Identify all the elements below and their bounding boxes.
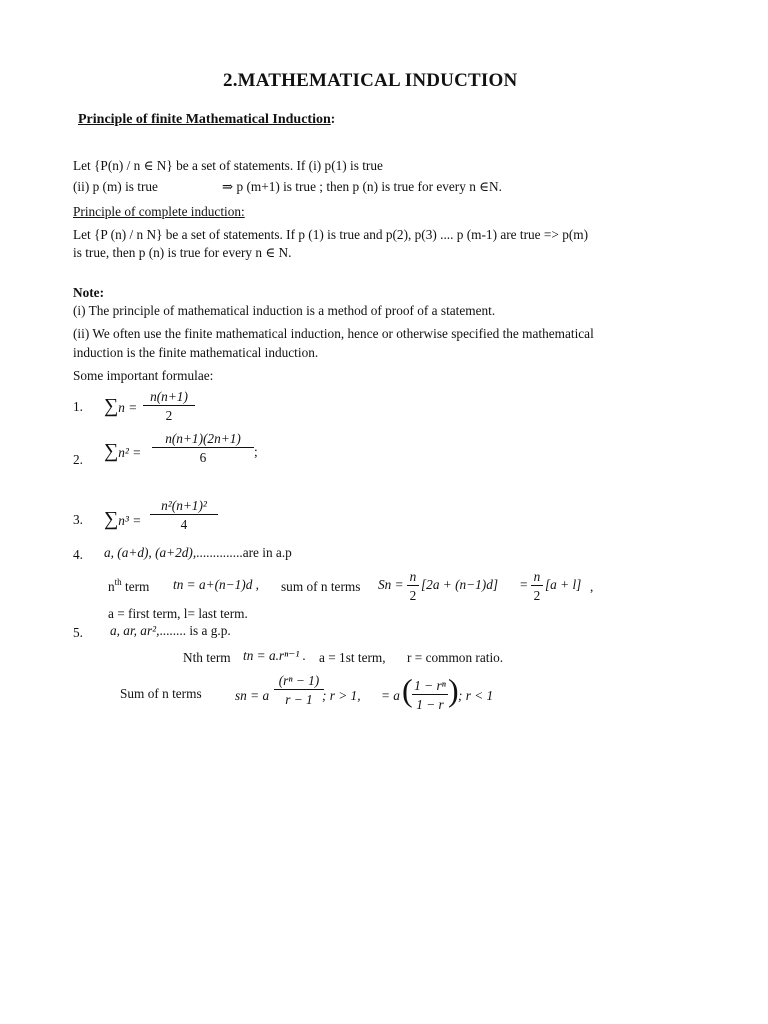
formula-1-denominator: 2	[165, 408, 173, 424]
fraction-denominator: 2	[533, 588, 541, 604]
sigma-symbol: ∑	[104, 395, 119, 417]
note-heading: Note:	[73, 285, 105, 300]
formula-4-sn-bracket-2: [a + l]	[545, 577, 582, 592]
formula-1-number: 1.	[73, 399, 83, 414]
formula-4-sequence-line	[104, 546, 292, 559]
formula-5-sn1-lhs: sn = a	[235, 688, 270, 703]
formula-4-number: 4.	[73, 547, 83, 562]
formula-5-sum-label: Sum of n terms	[120, 686, 202, 701]
page-title: 2.MATHEMATICAL INDUCTION	[223, 70, 518, 91]
fraction-bar	[531, 585, 543, 586]
formula-3-fraction	[150, 499, 218, 532]
fraction-numerator: n	[409, 569, 417, 584]
formula-5-common-ratio: r = common ratio.	[407, 650, 504, 665]
formula-4-sn-equals: =	[520, 577, 528, 592]
formula-5-first-term: a = 1st term,	[319, 650, 386, 665]
finite-line-2a: (ii) p (m) is true	[73, 179, 158, 194]
formula-4-terms: a = first term, l= last term.	[108, 606, 248, 621]
formula-5-sn1-fraction	[274, 674, 324, 707]
formula-5-sn2-lhs: = a	[381, 688, 400, 703]
formula-1-numerator: n(n+1)	[150, 389, 188, 404]
note-item-1: (i) The principle of mathematical induction is a method of proof of a statement.	[73, 303, 496, 318]
formula-5-tn: tn = a.rⁿ⁻¹ .	[243, 648, 306, 663]
formula-3-number: 3.	[73, 512, 83, 527]
formula-3-lhs	[104, 509, 141, 529]
section-heading-text: Principle of finite Mathematical Induction	[78, 112, 331, 127]
formula-3-numerator: n²(n+1)²	[161, 498, 207, 513]
fraction-bar	[274, 689, 324, 690]
formula-5-sequence-line	[110, 624, 231, 637]
formula-2-numerator: n(n+1)(2n+1)	[165, 431, 241, 446]
complete-line-2: is true, then p (n) is true for every n ∈ N.	[73, 245, 292, 260]
formula-2-fraction	[152, 432, 254, 465]
section-heading-finite	[78, 112, 335, 127]
formula-4-sum-label: sum of n terms	[281, 579, 361, 594]
finite-line-1: Let {P(n) / n ∈ N} be a set of statements. If (i) p(1) is true	[73, 158, 383, 173]
formula-3-lhs-text: n³ =	[118, 513, 142, 528]
formula-2-number: 2.	[73, 452, 83, 467]
formula-1-fraction	[143, 390, 195, 423]
nth-label-n: n	[108, 579, 115, 594]
fraction-denominator: 2	[409, 588, 417, 604]
formula-4-sn-lhs: Sn =	[378, 577, 404, 592]
formula-5-sequence: a, ar, ar²,	[110, 623, 160, 638]
complete-heading: Principle of complete induction:	[73, 204, 245, 219]
formula-5-tail: ........ is a g.p.	[159, 623, 231, 638]
fraction-numerator: (rⁿ − 1)	[278, 673, 320, 688]
sigma-symbol: ∑	[104, 508, 119, 530]
formula-5-number: 5.	[73, 625, 83, 640]
right-paren: )	[448, 672, 459, 708]
formula-4-tail: ..............are in a.p	[196, 545, 292, 560]
formula-4-nth-term-label	[108, 577, 150, 594]
formula-5-sn1-condition: ; r > 1,	[322, 688, 361, 703]
fraction-bar	[412, 694, 448, 695]
sigma-symbol: ∑	[104, 440, 119, 462]
formula-4-sn-bracket-1: [2a + (n−1)d]	[421, 577, 499, 592]
formula-1-lhs-text: n =	[118, 400, 138, 415]
formula-5-nth-term-label: Nth term	[183, 650, 231, 665]
fraction-bar	[143, 405, 195, 406]
formula-4-sn-tail: ,	[590, 579, 594, 594]
fraction-numerator: n	[533, 569, 541, 584]
note-item-2-line-2: induction is the finite mathematical induction.	[73, 345, 319, 360]
formula-5-sn2-condition: ; r < 1	[458, 688, 494, 703]
formula-4-sn-fraction-2	[531, 570, 543, 603]
formula-2-lhs	[104, 441, 141, 461]
formula-4-tn: tn = a+(n−1)d ,	[173, 577, 260, 592]
formula-2-suffix: ;	[254, 444, 258, 459]
nth-label-term: term	[125, 579, 150, 594]
formula-2-lhs-text: n² =	[118, 445, 142, 460]
formula-4-sn-fraction-1	[407, 570, 419, 603]
fraction-bar	[150, 514, 218, 515]
note-item-2-line-1: (ii) We often use the finite mathematical induction, hence or otherwise specified the mathematical	[73, 326, 594, 341]
formula-3-denominator: 4	[180, 517, 188, 533]
formula-1-lhs	[104, 396, 137, 416]
formula-4-sequence: a, (a+d), (a+2d),	[104, 545, 197, 560]
formula-2-denominator: 6	[199, 450, 207, 466]
fraction-bar	[407, 585, 419, 586]
fraction-denominator: 1 − r	[416, 697, 444, 713]
finite-line-2b: ⇒ p (m+1) is true ; then p (n) is true for every n ∈N.	[222, 179, 502, 194]
nth-label-sup: th	[114, 577, 122, 587]
fraction-numerator: 1 − rⁿ	[414, 678, 446, 693]
fraction-bar	[152, 447, 254, 448]
complete-line-1: Let {P (n) / n N} be a set of statements. If p (1) is true and p(2), p(3) .... p (m-1) are true => p(m)	[73, 227, 589, 242]
section-heading-colon: :	[330, 111, 336, 126]
left-paren: (	[402, 672, 413, 708]
fraction-denominator: r − 1	[285, 692, 313, 708]
formulae-intro: Some important formulae:	[73, 368, 214, 383]
formula-5-sn2-fraction	[412, 679, 448, 712]
